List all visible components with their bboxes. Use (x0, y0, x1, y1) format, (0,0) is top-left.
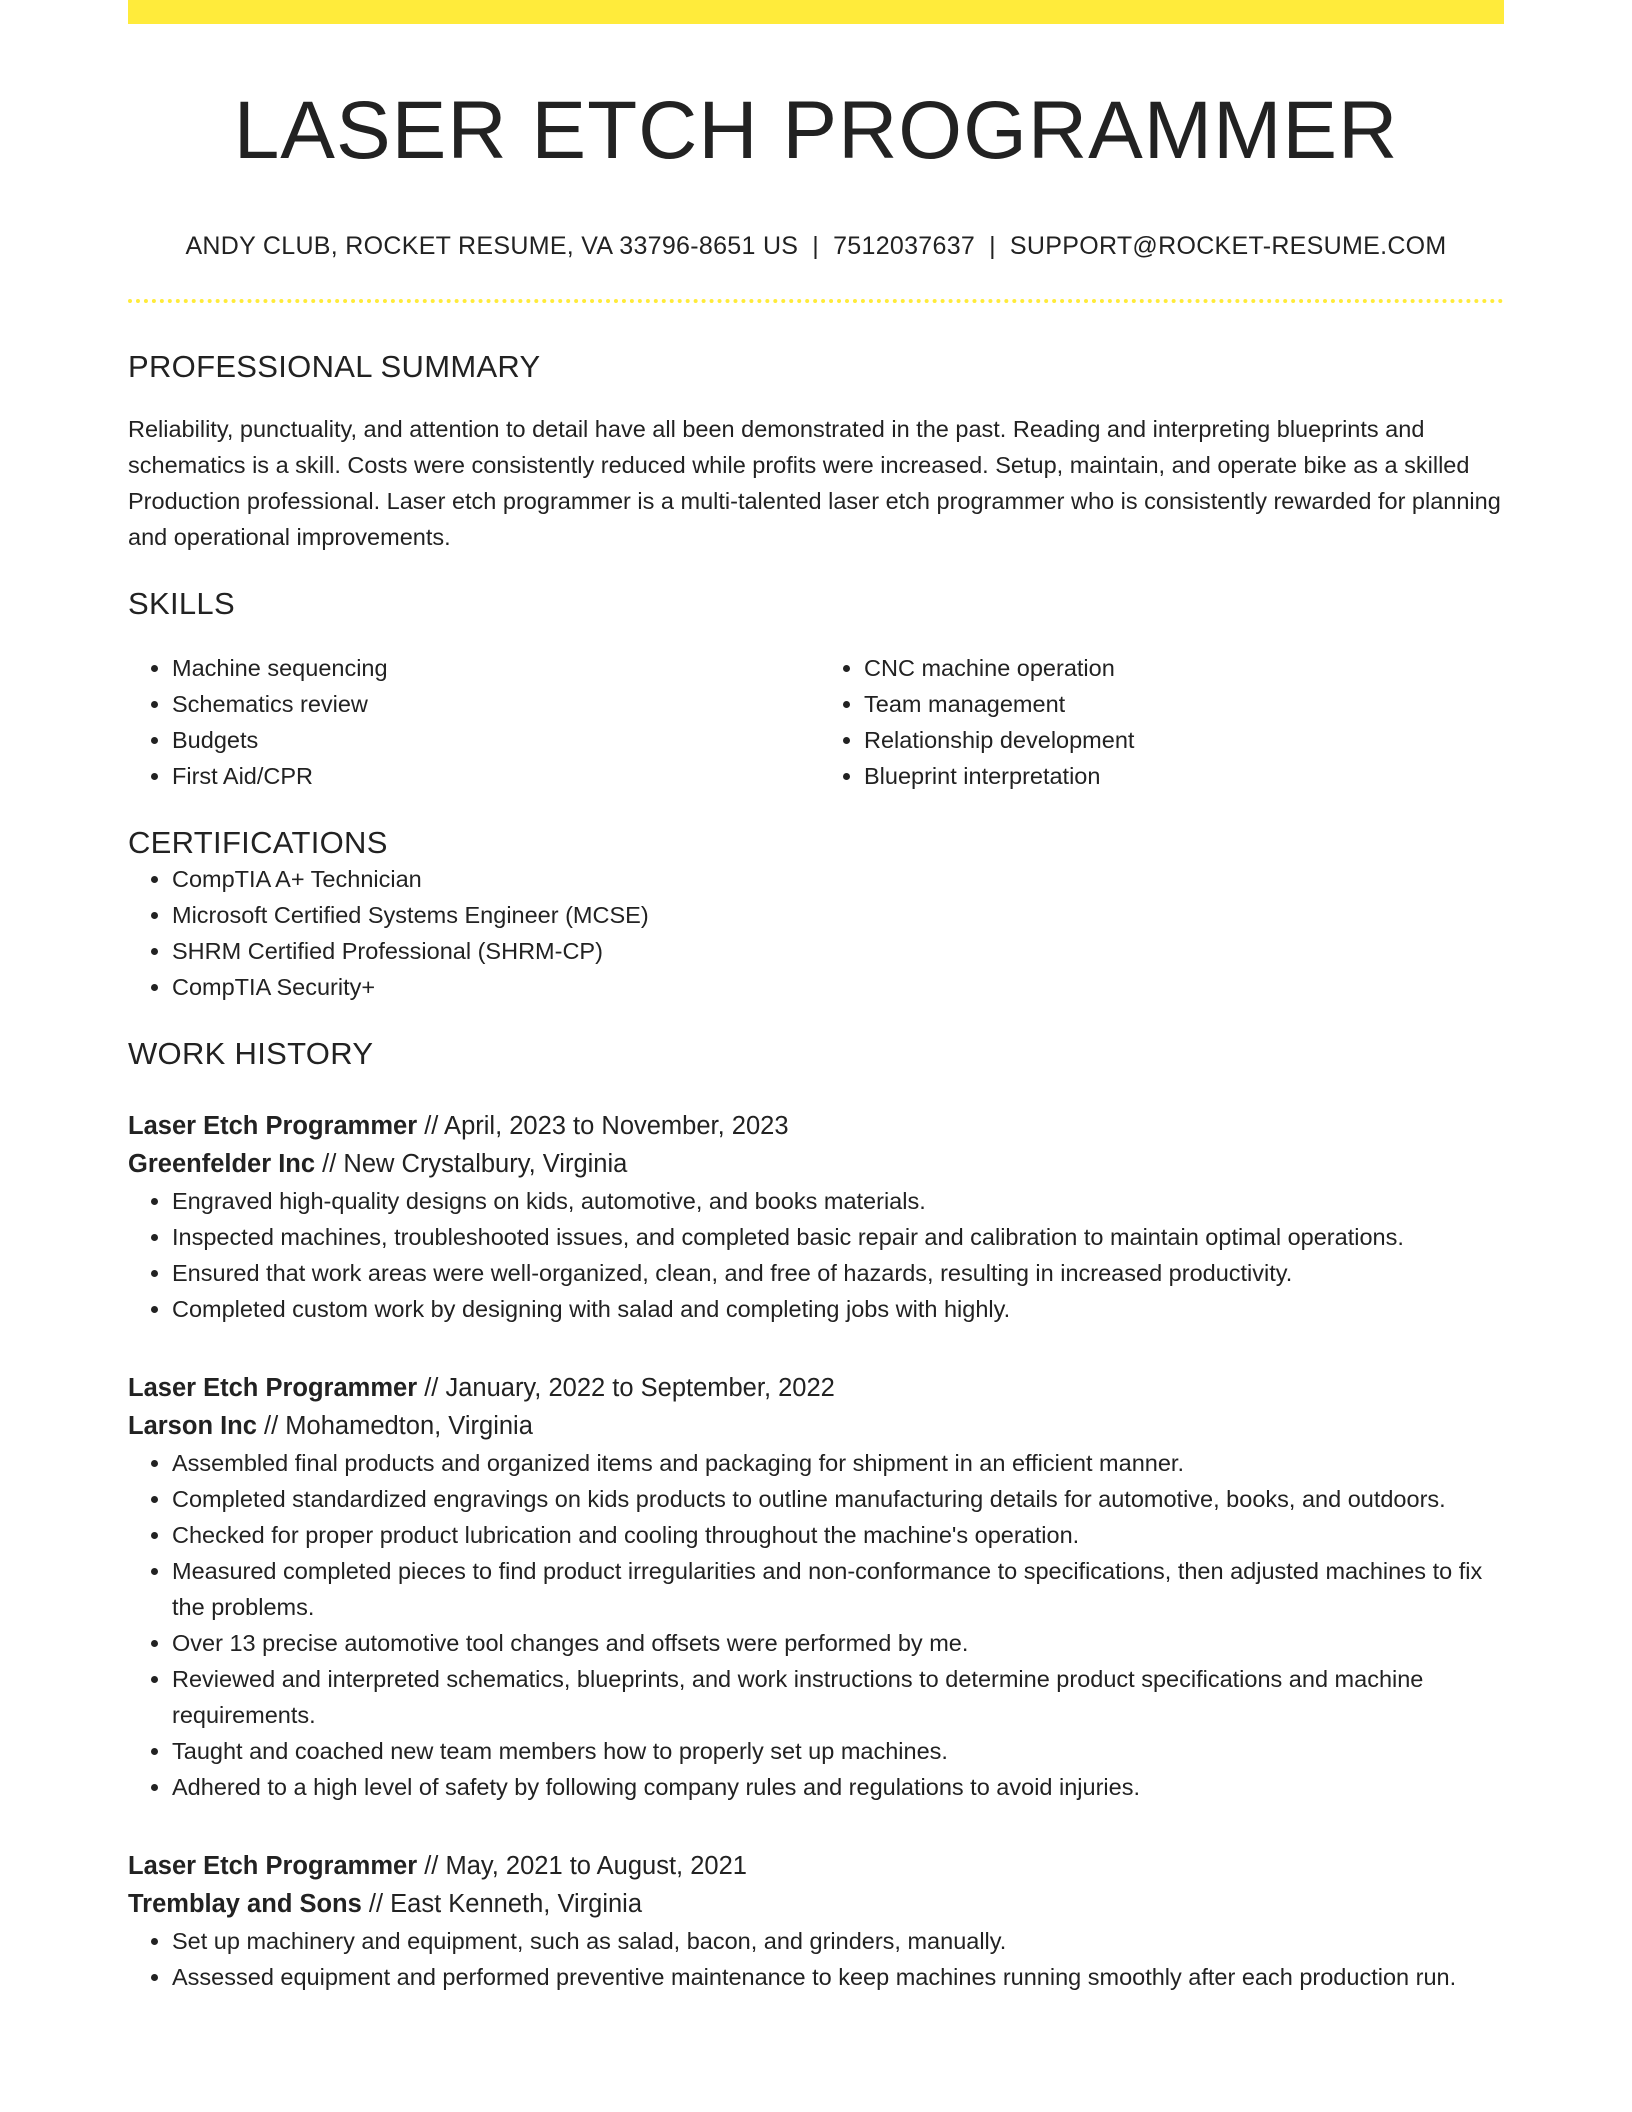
job-dates: // May, 2021 to August, 2021 (417, 1851, 747, 1880)
job-bullet: • Assembled final products and organized items and packaging for shipment in an efficient manner. (172, 1445, 1504, 1481)
job-role: Laser Etch Programmer (128, 1373, 418, 1402)
certification-item: • CompTIA A+ Technician (172, 861, 1504, 897)
skills-grid (128, 650, 1504, 794)
job-dates: // April, 2023 to November, 2023 (417, 1111, 789, 1140)
contact-line (128, 230, 1504, 263)
certification-item: • Microsoft Certified Systems Engineer (MCSE) (172, 897, 1504, 933)
contact-email: SUPPORT@ROCKET-RESUME.COM (1009, 232, 1447, 261)
summary-text: Reliability, punctuality, and attention to detail have all been demonstrated in the past. Reading and interpreting blueprints and schematics is a skill. Costs were consistently reduced while profits were increased. Setup, maintain, and operate bike as a skilled Production professional. Laser etch programmer is a multi-talented laser etch programmer who is consistently rewarded for planning and operational improvements. (128, 415, 1501, 550)
job-bullets (128, 1183, 1504, 1327)
certifications-list (128, 861, 1504, 1005)
job-bullet: • Assessed equipment and performed preventive maintenance to keep machines running smoothly after each production run. (172, 1959, 1504, 1995)
job-bullet: • Measured completed pieces to find product irregularities and non-conformance to specifications, then adjusted machines to fix the problems. (172, 1553, 1504, 1625)
dotted-divider (128, 299, 1504, 303)
job-company: Tremblay and Sons (128, 1889, 362, 1918)
job-bullet: • Set up machinery and equipment, such as salad, bacon, and grinders, manually. (172, 1923, 1504, 1959)
skills-heading: SKILLS (128, 585, 235, 621)
skill-item: • Schematics review (172, 686, 816, 722)
job-title-line (128, 1369, 1504, 1407)
skill-item: • Budgets (172, 722, 816, 758)
resume-page (128, 0, 1504, 1995)
job-bullet: • Over 13 precise automotive tool changes and offsets were performed by me. (172, 1625, 1504, 1661)
job-entry (128, 1107, 1504, 1327)
job-bullet: • Reviewed and interpreted schematics, blueprints, and work instructions to determine product specifications and machine requirements. (172, 1661, 1504, 1733)
job-bullet: • Checked for proper product lubrication and cooling throughout the machine's operation. (172, 1517, 1504, 1553)
contact-separator: | (989, 232, 996, 261)
work-history-heading: WORK HISTORY (128, 1036, 374, 1072)
contact-address: ANDY CLUB, ROCKET RESUME, VA 33796-8651 US (185, 232, 799, 261)
job-bullet: • Ensured that work areas were well-organized, clean, and free of hazards, resulting in increased productivity. (172, 1255, 1504, 1291)
certification-item: • SHRM Certified Professional (SHRM-CP) (172, 933, 1504, 969)
job-location: // Mohamedton, Virginia (256, 1411, 533, 1440)
job-location: // East Kenneth, Virginia (361, 1889, 643, 1918)
certification-item: • CompTIA Security+ (172, 969, 1504, 1005)
job-company: Larson Inc (128, 1411, 257, 1440)
job-title-line (128, 1847, 1504, 1885)
job-bullet: • Adhered to a high level of safety by following company rules and regulations to avoid injuries. (172, 1769, 1504, 1805)
job-entry (128, 1847, 1504, 1995)
job-company-line (128, 1145, 1504, 1183)
job-bullet: • Engraved high-quality designs on kids, automotive, and books materials. (172, 1183, 1504, 1219)
skill-item: • Blueprint interpretation (864, 758, 1504, 794)
accent-top-bar (128, 0, 1504, 24)
job-company-line (128, 1407, 1504, 1445)
job-bullets (128, 1923, 1504, 1995)
job-dates: // January, 2022 to September, 2022 (417, 1373, 835, 1402)
skill-item: • Machine sequencing (172, 650, 816, 686)
skill-item: • CNC machine operation (864, 650, 1504, 686)
job-bullet: • Taught and coached new team members how to properly set up machines. (172, 1733, 1504, 1769)
job-role: Laser Etch Programmer (128, 1111, 418, 1140)
skills-column-left (128, 650, 816, 794)
certifications-heading: CERTIFICATIONS (128, 825, 388, 861)
summary-heading: PROFESSIONAL SUMMARY (128, 348, 541, 384)
job-bullets (128, 1445, 1504, 1805)
job-role: Laser Etch Programmer (128, 1851, 418, 1880)
job-company-line (128, 1885, 1504, 1923)
job-location: // New Crystalbury, Virginia (315, 1149, 628, 1178)
skills-column-right (816, 650, 1504, 794)
contact-separator: | (812, 232, 820, 261)
job-company: Greenfelder Inc (128, 1149, 316, 1178)
job-bullet: • Inspected machines, troubleshooted issues, and completed basic repair and calibration to maintain optimal operations. (172, 1219, 1504, 1255)
skill-item: • Team management (864, 686, 1504, 722)
contact-phone: 7512037637 (833, 232, 976, 261)
resume-title: LASER ETCH PROGRAMMER (233, 85, 1399, 176)
job-entry (128, 1369, 1504, 1805)
job-bullet: • Completed standardized engravings on kids products to outline manufacturing details for automotive, books, and outdoors. (172, 1481, 1504, 1517)
job-bullet: • Completed custom work by designing with salad and completing jobs with highly. (172, 1291, 1504, 1327)
skill-item: • First Aid/CPR (172, 758, 816, 794)
job-title-line (128, 1107, 1504, 1145)
skill-item: • Relationship development (864, 722, 1504, 758)
